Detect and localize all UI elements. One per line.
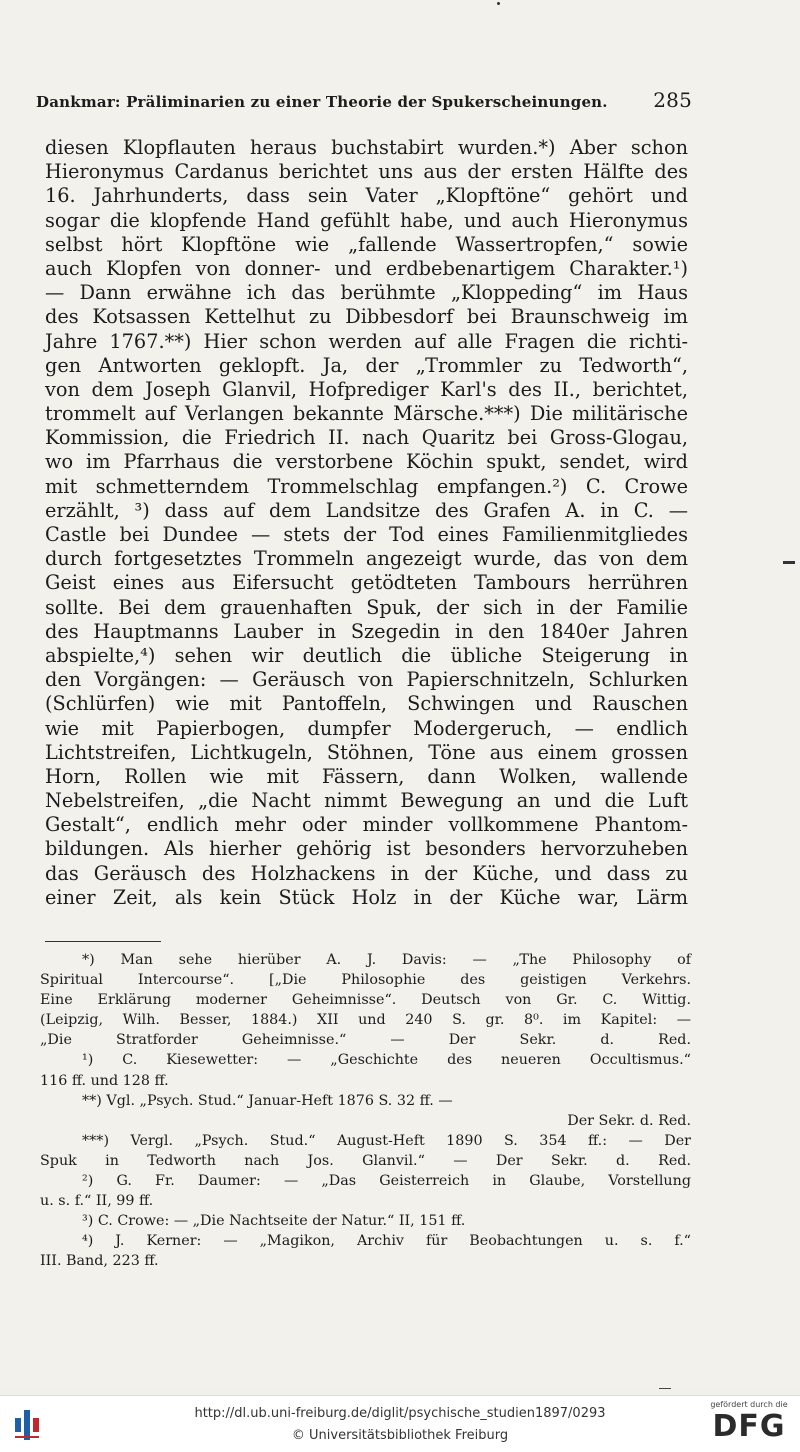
footnote-line: „Die Stratforder Geheimnisse.“ — Der Sekr. d. Red. — [40, 1032, 691, 1049]
text-line: gen Antworten geklopft. Ja, der „Trommler zu Tedworth“, — [45, 353, 688, 377]
footnote-line: Eine Erklärung moderner Geheimnisse“. Deutsch von Gr. C. Wittig. — [40, 992, 691, 1009]
scan-dot — [497, 2, 500, 5]
footnotes — [40, 950, 691, 1272]
footnote-line: ³) C. Crowe: — „Die Nachtseite der Natur.“ II, 151 ff. — [82, 1213, 466, 1230]
running-title: Dankmar: Präliminarien zu einer Theorie der Spukerscheinungen. — [36, 93, 608, 111]
footnote-line: ⁴) J. Kerner: — „Magikon, Archiv für Beobachtungen u. s. f.“ — [82, 1233, 691, 1250]
text-line: von dem Joseph Glanvil, Hofprediger Karl's des II., berichtet, — [45, 377, 688, 401]
footnote-line: ²) G. Fr. Daumer: — „Das Geisterreich in Glaube, Vorstellung — [82, 1173, 691, 1190]
text-line: sollte. Bei dem grauenhaften Spuk, der sich in der Familie — [45, 595, 688, 619]
footnote-line: III. Band, 223 ff. — [40, 1253, 159, 1270]
text-line: bildungen. Als hierher gehörig ist besonders hervorzuheben — [45, 837, 688, 861]
text-line: Castle bei Dundee — stets der Tod eines Familienmitgliedes — [45, 523, 688, 546]
text-line: trommelt auf Verlangen bekannte Märsche.***) Die militärische — [45, 402, 688, 426]
running-header — [36, 88, 692, 112]
footnote-line: Der Sekr. d. Red. — [567, 1112, 691, 1129]
footnote-line: ¹) C. Kiesewetter: — „Geschichte des neueren Occultismus.“ — [82, 1052, 691, 1069]
page-number: 285 — [653, 88, 692, 112]
footnote-rule — [45, 941, 161, 942]
text-line: Jahre 1767.**) Hier schon werden auf alle Fragen die richti- — [45, 329, 688, 353]
text-line: den Vorgängen: — Geräusch von Papierschnitzeln, Schlurken — [45, 668, 688, 692]
text-line: Hieronymus Cardanus berichtet uns aus der ersten Hälfte des — [45, 160, 688, 184]
text-line: abspielte,⁴) sehen wir deutlich die übliche Steigerung in — [45, 643, 688, 667]
text-line: erzählt, ³) dass auf dem Landsitze des Grafen A. in C. — — [45, 498, 688, 522]
footnote-line: **) Vgl. „Psych. Stud.“ Januar-Heft 1876 S. 32 ff. — — [82, 1092, 453, 1109]
text-line: durch fortgesetztes Trommeln angezeigt wurde, das von dem — [45, 547, 688, 571]
text-line: Gestalt“, endlich mehr oder minder vollkommene Phantom- — [45, 813, 688, 837]
text-line: Geist eines aus Eifersucht getödteten Tambours herrühren — [45, 571, 688, 595]
dfg-logo-text: DFG — [712, 1409, 786, 1444]
viewer-footer — [0, 1395, 800, 1452]
document-url-link[interactable]: http://dl.ub.uni-freiburg.de/diglit/psychische_studien1897/0293 — [194, 1406, 606, 1421]
text-line: Nebelstreifen, „die Nacht nimmt Bewegung an und die Luft — [45, 789, 688, 813]
text-line: selbst hört Klopftöne wie „fallende Wassertropfen,“ sowie — [45, 232, 688, 256]
body-text — [45, 136, 688, 910]
footnote-line: Spiritual Intercourse“. [„Die Philosophie des geistigen Verkehrs. — [40, 972, 691, 989]
text-line: auch Klopfen von donner- und erdbebenartigem Charakter.¹) — [45, 256, 688, 280]
copyright-notice: © Universitätsbibliothek Freiburg — [291, 1428, 509, 1443]
text-line: Horn, Rollen wie mit Fässern, dann Wolken, wallende — [45, 764, 688, 788]
footnote-line: (Leipzig, Wilh. Besser, 1884.) XII und 240 S. gr. 8⁰. im Kapitel: — — [40, 1012, 691, 1029]
text-line: diesen Klopflauten heraus buchstabirt wurden.*) Aber schon — [45, 136, 688, 159]
text-line: — Dann erwähne ich das berühmte „Kloppeding“ im Haus — [45, 281, 688, 305]
text-line: des Hauptmanns Lauber in Szegedin in den 1840er Jahren — [45, 619, 688, 643]
margin-mark — [783, 561, 795, 564]
text-line: des Kotsassen Kettelhut zu Dibbesdorf bei Braunschweig im — [45, 305, 688, 329]
dfg-logo — [706, 1400, 792, 1444]
text-line: mit schmetterndem Trommelschlag empfangen.²) C. Crowe — [45, 474, 688, 498]
footnote-line: u. s. f.“ II, 99 ff. — [40, 1193, 154, 1210]
text-line: sogar die klopfende Hand gefühlt habe, und auch Hieronymus — [45, 208, 688, 232]
text-line: das Geräusch des Holzhackens in der Küche, und dass zu — [45, 861, 688, 885]
text-line: wo im Pfarrhaus die verstorbene Köchin spukt, sendet, wird — [45, 450, 688, 474]
footnote-line: Spuk in Tedworth nach Jos. Glanvil.“ — Der Sekr. d. Red. — [40, 1152, 691, 1169]
dfg-tagline: gefördert durch die — [710, 1400, 788, 1409]
bottom-mark — [659, 1388, 671, 1389]
text-line: wie mit Papierbogen, dumpfer Modergeruch, — endlich — [45, 716, 688, 740]
footnote-line: ***) Vergl. „Psych. Stud.“ August-Heft 1890 S. 354 ff.: — Der — [82, 1132, 691, 1149]
text-line: Lichtstreifen, Lichtkugeln, Stöhnen, Töne aus einem grossen — [45, 740, 688, 764]
text-line: 16. Jahrhunderts, dass sein Vater „Klopftöne“ gehört und — [45, 184, 688, 208]
text-line: Kommission, die Friedrich II. nach Quaritz bei Gross-Glogau, — [45, 426, 688, 450]
footnote-line: *) Man sehe hierüber A. J. Davis: — „The Philosophy of — [82, 952, 691, 968]
footnote-line: 116 ff. und 128 ff. — [40, 1072, 169, 1089]
text-line: (Schlürfen) wie mit Pantoffeln, Schwingen und Rauschen — [45, 692, 688, 716]
text-line: einer Zeit, als kein Stück Holz in der Küche war, Lärm — [45, 885, 688, 909]
